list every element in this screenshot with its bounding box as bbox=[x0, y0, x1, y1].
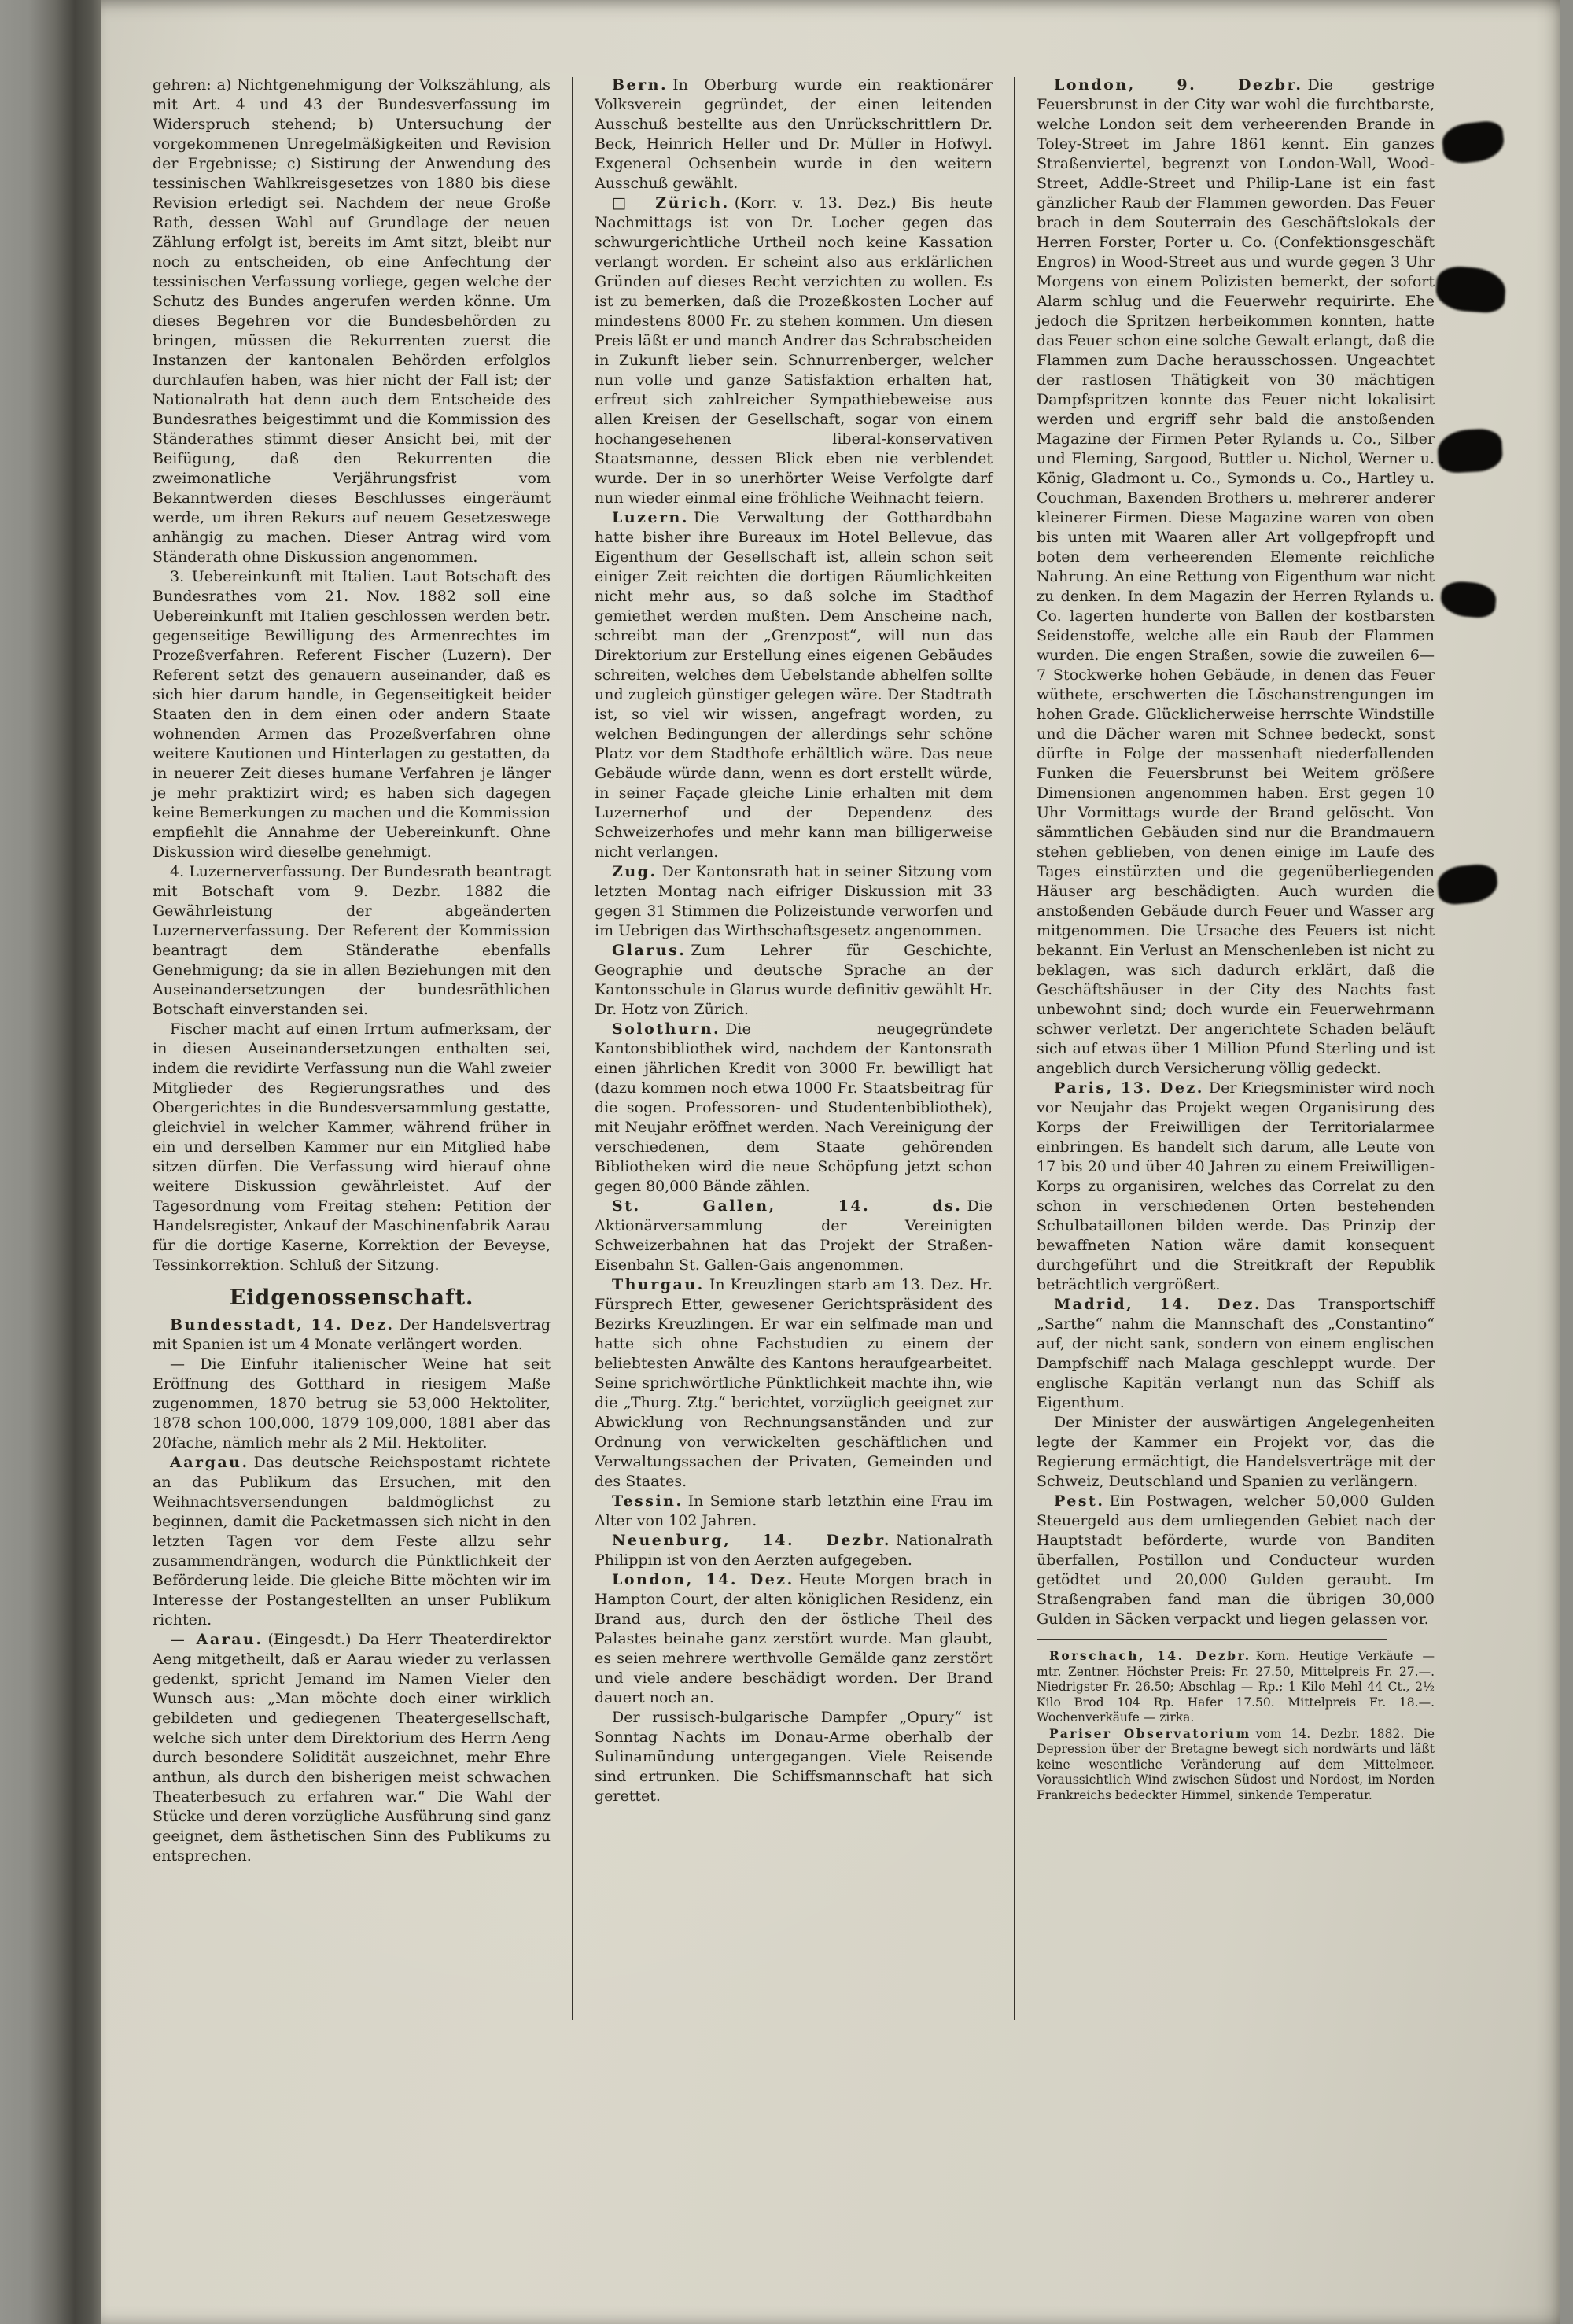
news-item-lead: Aargau. bbox=[170, 1454, 249, 1471]
news-item bbox=[595, 508, 993, 862]
news-item bbox=[595, 1020, 993, 1197]
ink-blot bbox=[1435, 265, 1507, 314]
news-item-lead: Pest. bbox=[1054, 1492, 1105, 1510]
news-item-text: In Semione starb letzthin eine Frau im Alter von 102 Jahren. bbox=[595, 1492, 993, 1529]
section-heading: Eidgenossenschaft. bbox=[229, 1286, 474, 1310]
news-item: Der russisch-bulgarische Dampfer „Opury“ ist Sonntag Nachts im Donau-Arme oberhalb der Sulinamündung untergegangen. Viele Reisende sind ertrunken. Die Schiffsmannschaft hat sich gerettet. bbox=[595, 1709, 993, 1805]
news-item-text: Die Verwaltung der Gotthardbahn hatte bisher ihre Bureaux im Hotel Bellevue, das Eigenthum der Gesellschaft ist, allein schon seit einiger Zeit reichten die dortigen Räumlichkeiten nicht mehr aus, so daß solche im Stadthof gemiethet werden mußten. Dem Anscheine nach, schreibt man der „Grenzpost“, will nun das Direktorium zur Erstellung eines eigenen Gebäudes schreiten, welches dem Uebelstande abhelfen sollte und zugleich günstiger gelegen wäre. Der Stadtrath ist, so viel wir wissen, angefragt worden, zu welchen Bedingungen der allerdings sehr schöne Platz vor dem Stadthofe erhältlich wäre. Das neue Gebäude würde dann, wenn es dort erstellt würde, in seiner Façade gleiche Linie erhalten mit dem Luzernerhof und der Dependenz des Schweizerhofes und mehr kann man billigerweise nicht verlangen. bbox=[595, 509, 993, 861]
news-item-text: Zum Lehrer für Geschichte, Geographie und deutsche Sprache an der Kantonsschule in Glarus wurde definitiv gewählt Hr. Dr. Hotz von Zürich. bbox=[595, 942, 993, 1018]
column-1 bbox=[153, 76, 551, 1866]
article-paragraph: 4. Luzernerverfassung. Der Bundesrath beantragt mit Botschaft vom 9. Dezbr. 1882 die Gewährleistung der abgeänderten Luzernerverfassung. Der Referent der Kommission beantragt dem Ständerathe ebenfalls Genehmigung; da sie in allen Beziehungen mit den Auseinandersetzungen der bundesräthlichen Botschaft einverstanden sei. bbox=[153, 863, 551, 1018]
news-item: Der Minister der auswärtigen Angelegenheiten legte der Kammer ein Projekt vor, das die Regierung ermächtigt, die Handelsverträge mit der Schweiz, Deutschland und Spanien zu verlängern. bbox=[1037, 1414, 1435, 1490]
news-item-lead: Bundesstadt, 14. Dez. bbox=[170, 1316, 395, 1334]
article-paragraph: Fischer macht auf einen Irrtum aufmerksam, der in diesen Auseinandersetzungen enthalten sei, indem die revidirte Verfassung nun die Wahl zweier Mitglieder des Regierungsrathes und des Obergerichtes in die Bundesversammlung gestatte, gleichviel in welcher Kammer, während früher in ein und derselben Kammer nur ein Mitglied habe sitzen dürfen. Die Verfassung wird hierauf ohne weitere Diskussion gewährleistet. Auf der Tagesordnung vom Freitag stehen: Petition der Handelsregister, Ankauf der Maschinenfabrik Aarau für die dortige Kaserne, Korrektion der Beveyse, Tessinkorrektion. Schluß der Sitzung. bbox=[153, 1020, 551, 1274]
news-item-lead: — Aarau. bbox=[170, 1631, 263, 1648]
news-item bbox=[595, 1531, 993, 1570]
news-item bbox=[153, 1630, 551, 1866]
news-item-lead: Glarus. bbox=[612, 942, 687, 959]
news-item-text: In Kreuzlingen starb am 13. Dez. Hr. Fürsprech Etter, gewesener Gerichtspräsident des Bezirks Kreuzlingen. Er war ein selfmade man und hatte sich ohne Fachstudien zu einem der beliebtesten Anwälte des Kantons heraufgearbeitet. Seine sprichwörtliche Pünktlichkeit machte ihn, wie die „Thurg. Ztg.“ berichtet, vorzüglich geeignet zur Abwicklung von Rechnungsanständen und zur Ordnung von verwickelten geschäftlichen und Verwaltungssachen der Privaten, Gemeinden und des Staates. bbox=[595, 1276, 993, 1490]
market-report bbox=[1037, 1648, 1435, 1726]
news-item-lead: Zug. bbox=[612, 863, 658, 880]
news-item-text: Das deutsche Reichspostamt richtete an das Publikum das Ersuchen, mit den Weihnachtsversendungen baldmöglichst zu beginnen, damit die Packetmassen sich nicht in den letzten Tagen vor dem Feste allzu sehr zusammendrängen, wodurch die Pünktlichkeit der Beförderung leide. Die gleiche Bitte möchten wir im Interesse der Postangestellten an unser Publikum richten. bbox=[153, 1454, 551, 1629]
news-item-lead: London, 9. Dezbr. bbox=[1054, 76, 1303, 94]
news-item bbox=[1037, 1079, 1435, 1295]
market-report-lead: Rorschach, 14. Dezbr. bbox=[1049, 1648, 1251, 1663]
news-item-lead: St. Gallen, 14. ds. bbox=[612, 1197, 963, 1215]
weather-report-text: vom 14. Dezbr. 1882. Die Depression über der Bretagne bewegt sich nordwärts und läßt keine wesentliche Veränderung auf dem Mittelmeer. Voraussichtlich Wind zwischen Südost und Nordost, im Norden Frankreichs bedeckter Himmel, sinkende Temperatur. bbox=[1037, 1726, 1435, 1802]
news-item bbox=[595, 1275, 993, 1492]
news-item-text: Heute Morgen brach in Hampton Court, der alten königlichen Residenz, ein Brand aus, durch den der östliche Theil des Palastes beinahe ganz zerstört wurde. Man glaubt, es seien mehrere werthvolle Gemälde ganz zerstört und viele andere beschädigt worden. Der Brand dauert noch an. bbox=[595, 1571, 993, 1706]
column-divider bbox=[572, 77, 573, 2020]
text-columns bbox=[153, 76, 1435, 2020]
news-item-text: Die gestrige Feuersbrunst in der City war wohl die furchtbarste, welche London seit dem verheerenden Brande in Toley-Street im Jahre 1861 kennt. Ein ganzes Straßenviertel, begrenzt von London-Wall, Wood-Street, Addle-Street und Philip-Lane ist ein fast gänzlicher Raub der Flammen geworden. Das Feuer brach in dem Souterrain des Geschäftslokals der Herren Forster, Porter u. Co. (Confektionsgeschäft Engros) in Wood-Street aus und wurde gegen 3 Uhr Morgens von einem Polizisten bemerkt, der sofort Alarm schlug und die Feuerwehr requirirte. Ehe jedoch die Spritzen herbeikommen konnten, hatte das Feuer schon eine solche Gewalt erlangt, daß die Flammen zum Dache herausschossen. Ungeachtet der rastlosen Thätigkeit von 30 mächtigen Dampfspritzen konnte das Feuer nicht lokalisirt werden und ergriff sehr bald die anstoßenden Magazine der Firmen Peter Rylands u. Co., Silber und Fleming, Sargood, Buttler u. Nichol, Werner u. König, Gladmont u. Co., Symonds u. Co., Hartley u. Couchman, Baxenden Brothers u. mehrerer anderer kleinerer Firmen. Diese Magazine waren von oben bis unten mit Waaren aller Art vollgepfropft und boten dem verheerenden Elemente reichliche Nahrung. An eine Rettung von Eigenthum war nicht zu denken. In dem Magazin der Herren Rylands u. Co. lagerten hunderte von Ballen der kostbarsten Seidenstoffe, welche alle ein Raub der Flammen wurden. Die engen Straßen, sowie die zuweilen 6—7 Stockwerke hohen Gebäude, in denen das Feuer wüthete, erschwerten die Löschanstrengungen im hohen Grade. Glücklicherweise herrschte Windstille und die Dächer waren mit Schnee bedeckt, sonst dürfte in Folge der massenhaft niederfallenden Funken die Feuersbrunst bei Weitem größere Dimensionen angenommen haben. Erst gegen 10 Uhr Vormittags wurde der Brand gelöscht. Von sämmtlichen Gebäuden sind nur die Brandmauern stehen geblieben, von denen einige im Laufe des Tages einstürzten und die gegenüberliegenden Häuser arg beschädigten. Auch wurden die anstoßenden Gebäude durch Feuer und Wasser arg mitgenommen. Die Ursache des Feuers ist nicht bekannt. Ein Verlust an Menschenleben ist nicht zu beklagen, was sich dadurch erklärt, daß die Geschäftshäuser in der City des Nachts fast unbewohnt sind; doch wurde ein Feuerwehrmann schwer verletzt. Der angerichtete Schaden beläuft sich auf etwas über 1 Million Pfund Sterling und ist angeblich durch Versicherung völlig gedeckt. bbox=[1037, 76, 1435, 1077]
news-item-text: In Oberburg wurde ein reaktionärer Volksverein gegründet, der einen leitenden Ausschuß bestellte aus den Unrückschrittlern Dr. Beck, Heinrich Heller und Dr. Müller in Hofwyl. Exgeneral Ochsenbein wurde in den weitern Ausschuß gewählt. bbox=[595, 76, 993, 192]
news-item-lead: Luzern. bbox=[612, 509, 689, 526]
ink-blot bbox=[1436, 863, 1499, 906]
news-item bbox=[1037, 1492, 1435, 1629]
news-item bbox=[595, 194, 993, 508]
news-item bbox=[595, 76, 993, 194]
news-item-lead: London, 14. Dez. bbox=[612, 1571, 794, 1588]
news-item bbox=[595, 1197, 993, 1275]
news-item-text: (Korr. v. 13. Dez.) Bis heute Nachmittags ist von Dr. Locher gegen das schwurgerichtliche Urtheil noch keine Kassation verlangt worden. Er scheint also aus erklärlichen Gründen auf dieses Recht verzichten zu wollen. Es ist zu bemerken, daß die Prozeßkosten Locher auf mindestens 8000 Fr. zu stehen kommen. Um diesen Preis läßt er und manch Andrer das Schrabscheiden in Zukunft lieber sein. Schnurrenberger, welcher nun volle und ganze Satisfaktion erhalten hat, erfreut sich zahlreicher Sympathiebeweise aus allen Kreisen der Gesellschaft, sogar von einem hochangesehenen liberal-konservativen Staatsmanne, dessen Blick eben nie verblendet wurde. Der in so unerhörter Weise Verfolgte darf nun wieder einmal eine fröhliche Weihnacht feiern. bbox=[595, 194, 993, 507]
article-paragraph: 3. Uebereinkunft mit Italien. Laut Botschaft des Bundesrathes vom 21. Nov. 1882 soll eine Uebereinkunft mit Italien geschlossen werden betr. gegenseitige Bewilligung des Armenrechtes im Prozeßverfahren. Referent Fischer (Luzern). Der Referent setzt des genauern auseinander, daß es sich hier darum handle, in Gegenseitigkeit beider Staaten den in dem einen oder andern Staate wohnenden Armen das Prozeßverfahren ohne weitere Kautionen und Hinterlagen zu gestatten, da in neuerer Zeit dieses humane Verfahren je länger je mehr praktizirt wird; es haben sich dagegen keine Bemerkungen zu machen und die Kommission empfiehlt die Annahme der Uebereinkunft. Ohne Diskussion wird dieselbe genehmigt. bbox=[153, 568, 551, 861]
news-item-text: Die neugegründete Kantonsbibliothek wird, nachdem der Kantonsrath einen jährlichen Kredit von 3000 Fr. bewilligt hat (dazu kommen noch etwa 1000 Fr. Staatsbeitrag für die sogen. Professoren- und Studentenbibliothek), mit Neujahr eröffnet werden. Nach Vereinigung der verschiedenen, dem Staate gehörenden Bibliotheken wird die neue Schöpfung jetzt schon gegen 80,000 Bände zählen. bbox=[595, 1020, 993, 1195]
news-item bbox=[1037, 76, 1435, 1079]
news-item bbox=[595, 941, 993, 1020]
news-item-lead: Paris, 13. Dez. bbox=[1054, 1079, 1204, 1097]
news-item bbox=[153, 1453, 551, 1630]
news-item-lead: Neuenburg, 14. Dezbr. bbox=[612, 1532, 891, 1549]
news-item-text: Das Transportschiff „Sarthe“ nahm die Mannschaft des „Constantino“ auf, der nicht sank, sondern von einem englischen Dampfschiff nach Malaga geschleppt wurde. Der englische Kapitän verlangt nun das Schiff als Eigenthum. bbox=[1037, 1296, 1435, 1411]
news-item: — Die Einfuhr italienischer Weine hat seit Eröffnung des Gotthard in riesigem Maße zugenommen, 1870 betrug sie 53,000 Hektoliter, 1878 schon 100,000, 1879 109,000, 1881 aber das 20fache, nämlich mehr als 2 Mil. Hektoliter. bbox=[153, 1356, 551, 1452]
news-item-text: Der Handelsvertrag mit Spanien ist um 4 Monate verlängert worden. bbox=[153, 1316, 551, 1353]
article-paragraph: gehren: a) Nichtgenehmigung der Volkszählung, als mit Art. 4 und 43 der Bundesverfassung im Widerspruch stehend; b) Untersuchung der vorgekommenen Unregelmäßigkeiten und Revision der Ergebnisse; c) Sistirung der Anwendung des tessinischen Wahlkreisgesetzes von 1880 bis diese Revision erledigt sei. Nachdem der neue Große Rath, dessen Wahl auf Grundlage der neuen Zählung erfolgt ist, bereits im Amt sitzt, bleibt nur noch zu entscheiden, ob eine Anfechtung der tessinischen Verfassung vorliege, gegen welche der Schutz des Bundes angerufen werden könne. Um dieses Begehren vor die Bundesbehörden zu bringen, müssen die Rekurrenten zuerst die Instanzen der kantonalen Behörden erfolglos durchlaufen haben, was hier nicht der Fall ist; der Nationalrath hat denn auch dem Entscheide des Bundesrathes beigestimmt und die Kommission des Ständerathes stimmt dieser Ansicht bei, mit der Beifügung, daß den Rekurrenten die zweimonatliche Verjährungsfrist vom Bekanntwerden dieses Beschlusses eingeräumt werde, um ihren Rekurs auf neuem Gesetzeswege anhängig zu machen. Dieser Antrag wird vom Ständerath ohne Diskussion angenommen. bbox=[153, 76, 551, 566]
news-item bbox=[1037, 1295, 1435, 1413]
weather-report bbox=[1037, 1726, 1435, 1804]
ink-blot bbox=[1441, 120, 1506, 165]
weather-report-lead: Pariser Observatorium bbox=[1049, 1725, 1251, 1741]
news-item-text: Der Kantonsrath hat in seiner Sitzung vom letzten Montag nach eifriger Diskussion mit 33 gegen 31 Stimmen die Polizeistunde verworfen und im Uebrigen das Wirthschaftsgesetz angenommen. bbox=[595, 863, 993, 939]
book-gutter-shadow bbox=[0, 0, 104, 2324]
news-item-text: Die Aktionärversammlung der Vereinigten Schweizerbahnen hat das Projekt der Straßen-Eisenbahn St. Gallen-Gais angenommen. bbox=[595, 1197, 993, 1274]
column-divider bbox=[1014, 77, 1015, 2020]
ink-blot bbox=[1437, 428, 1504, 474]
news-item bbox=[595, 1570, 993, 1708]
news-item-text: (Eingesdt.) Da Herr Theaterdirektor Aeng mitgetheilt, daß er Aarau wieder zu verlassen gedenkt, spricht Jemand im Namen Vieler den Wunsch aus: „Man möchte doch einer wirklich gebildeten und gediegenen Theatergesellschaft, welche sich unter dem Direktorium des Herrn Aeng durch besondere Solidität auszeichnet, mehr Ehre anthun, als durch den bisherigen meist schwachen Theaterbesuch zu erfahren war.“ Die Wahl der Stücke und deren vorzügliche Ausführung sind ganz geeignet, dem ästhetischen Sinn des Publikums zu entsprechen. bbox=[153, 1631, 551, 1865]
news-item-text: Nationalrath Philippin ist von den Aerzten aufgegeben. bbox=[595, 1532, 993, 1569]
news-item-text: Ein Postwagen, welcher 50,000 Gulden Steuergeld aus dem umliegenden Gebiet nach der Hauptstadt beförderte, wurde von Banditen überfallen, Postillon und Conducteur wurden getödtet und 20,000 Gulden geraubt. Im Straßengraben fand man die übrigen 30,000 Gulden in Säcken verpackt und liegen gelassen vor. bbox=[1037, 1492, 1435, 1628]
news-item bbox=[595, 862, 993, 941]
column-2 bbox=[595, 76, 993, 1806]
news-item-lead: Thurgau. bbox=[612, 1276, 705, 1293]
news-item-lead: Madrid, 14. Dez. bbox=[1054, 1296, 1262, 1313]
ink-blot bbox=[1439, 580, 1497, 619]
horizontal-rule bbox=[1037, 1639, 1387, 1640]
news-item bbox=[153, 1315, 551, 1355]
news-item-lead: Solothurn. bbox=[612, 1020, 721, 1038]
news-item-lead: □ Zürich. bbox=[612, 194, 730, 212]
news-item-lead: Tessin. bbox=[612, 1492, 683, 1510]
market-report-text: Korn. Heutige Verkäufe — mtr. Zentner. Höchster Preis: Fr. 27.50, Mittelpreis Fr. 27.—. Niedrigster Fr. 26.50; Abschlag — Rp.; 1 Kilo Mehl 44 Ct., 2½ Kilo Brod 104 Rp. Hafer 17.50. Mittelpreis Fr. 18.—. Wochenverkäufe — zirka. bbox=[1037, 1649, 1435, 1725]
news-item bbox=[595, 1492, 993, 1531]
column-3 bbox=[1037, 76, 1435, 1803]
news-item-text: Der Kriegsminister wird noch vor Neujahr das Projekt wegen Organisirung des Korps der Freiwilligen der Territorialarmee einbringen. Es handelt sich darum, alle Leute von 17 bis 20 und über 40 Jahren zu einem Freiwilligen-Korps zu organisiren, welches das Correlat zu den schon in verschiedenen Orten bestehenden Schulbataillonen bilden werde. Das Prinzip der bewaffneten Nation wäre damit konsequent durchgeführt und die Streitkraft der Republik beträchtlich vergrößert. bbox=[1037, 1079, 1435, 1293]
scanned-newspaper-page bbox=[101, 0, 1560, 2324]
news-item-lead: Bern. bbox=[612, 76, 669, 94]
